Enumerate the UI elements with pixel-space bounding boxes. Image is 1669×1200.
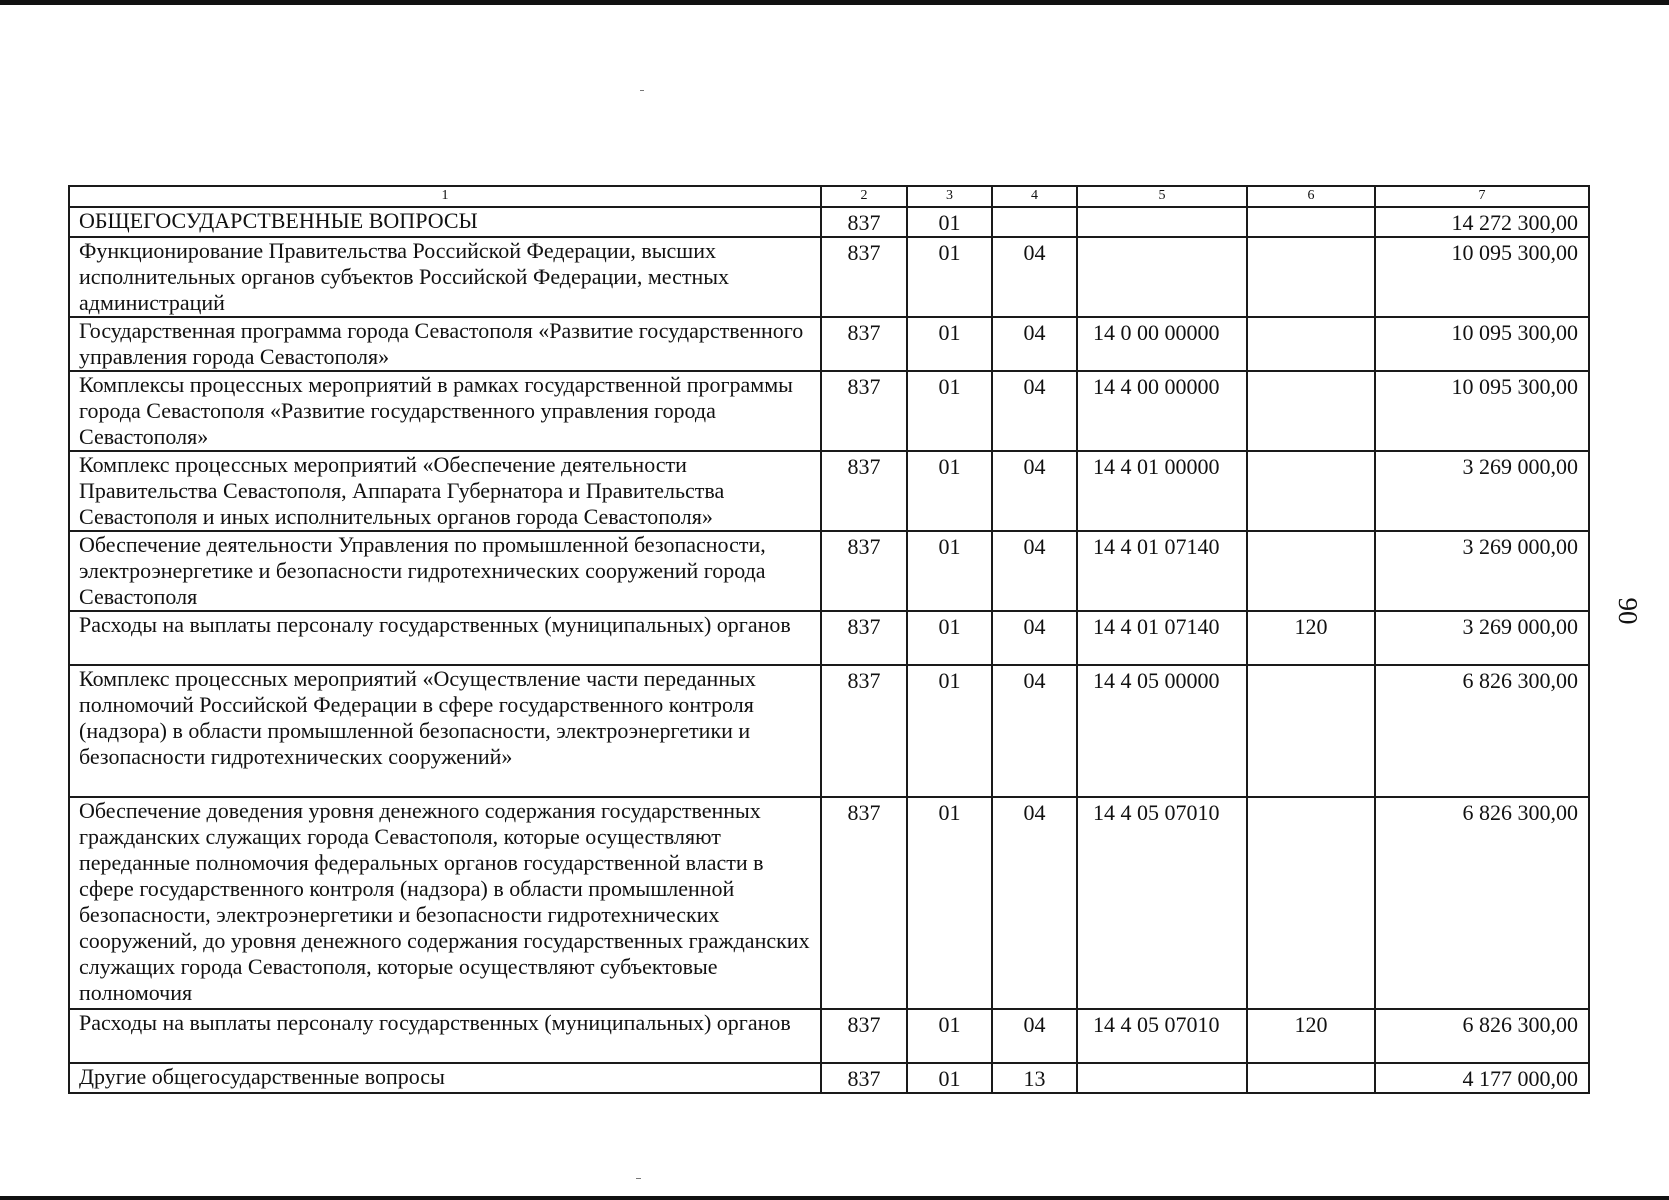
expense-type-code [1247,531,1375,611]
section-code: 01 [907,665,992,797]
amount: 6 826 300,00 [1375,1009,1589,1063]
amount: 3 269 000,00 [1375,451,1589,531]
table-row [69,611,1589,665]
expense-type-code [1247,317,1375,371]
expense-type-code [1247,237,1375,317]
item-name: Комплекс процессных мероприятий «Осуществление части переданных полномочий Российской Федерации в сфере государственного контроля (надзора) в области промышленной безопасности, электроэнергетики и безопасности гидротехнических сооружений» [69,665,821,797]
amount: 10 095 300,00 [1375,237,1589,317]
target-article-code: 14 4 01 07140 [1077,531,1247,611]
amount: 6 826 300,00 [1375,665,1589,797]
item-name: Обеспечение доведения уровня денежного содержания государственных гражданских служащих города Севастополя, которые осуществляют переданные полномочия федеральных органов государственной власти в сфере государственного контроля (надзора) в области промышленной безопасности, электроэнергетики и безопасности гидротехнических сооружений, до уровня денежного содержания государственных гражданских служащих города Севастополя, которые осуществляют субъектовые полномочия [69,797,821,1009]
scan-speck [640,90,644,91]
section-code: 01 [907,451,992,531]
section-code: 01 [907,237,992,317]
grbs-code: 837 [821,611,907,665]
grbs-code: 837 [821,371,907,451]
item-name: Государственная программа города Севастополя «Развитие государственного управления города Севастополя» [69,317,821,371]
expense-type-code: 120 [1247,1009,1375,1063]
section-code: 01 [907,317,992,371]
expense-type-code [1247,207,1375,237]
grbs-code: 837 [821,1009,907,1063]
grbs-code: 837 [821,451,907,531]
expense-type-code [1247,665,1375,797]
grbs-code: 837 [821,237,907,317]
item-name: Расходы на выплаты персоналу государственных (муниципальных) органов [69,1009,821,1063]
column-number: 2 [821,186,907,207]
item-name: Обеспечение деятельности Управления по промышленной безопасности, электроэнергетике и безопасности гидротехнических сооружений города Севастополя [69,531,821,611]
scan-bottom-edge [0,1196,1669,1200]
subsection-code: 04 [992,531,1077,611]
budget-table [68,185,1590,1094]
page-number: 90 [1613,597,1643,625]
amount: 14 272 300,00 [1375,207,1589,237]
table-row [69,237,1589,317]
subsection-code: 04 [992,237,1077,317]
target-article-code: 14 4 05 07010 [1077,1009,1247,1063]
table-row [69,317,1589,371]
amount: 3 269 000,00 [1375,611,1589,665]
column-number: 5 [1077,186,1247,207]
table-row [69,665,1589,797]
table-row [69,371,1589,451]
subsection-code: 04 [992,371,1077,451]
amount: 4 177 000,00 [1375,1063,1589,1093]
section-code: 01 [907,531,992,611]
target-article-code: 14 4 00 00000 [1077,371,1247,451]
item-name: ОБЩЕГОСУДАРСТВЕННЫЕ ВОПРОСЫ [69,207,821,237]
table-row [69,531,1589,611]
target-article-code [1077,207,1247,237]
scan-top-edge [0,0,1669,5]
amount: 6 826 300,00 [1375,797,1589,1009]
section-code: 01 [907,797,992,1009]
column-number: 3 [907,186,992,207]
item-name: Комплекс процессных мероприятий «Обеспечение деятельности Правительства Севастополя, Аппарата Губернатора и Правительства Севастополя и иных исполнительных органов города Севастополя» [69,451,821,531]
subsection-code [992,207,1077,237]
target-article-code: 14 4 01 00000 [1077,451,1247,531]
column-number: 1 [69,186,821,207]
grbs-code: 837 [821,317,907,371]
item-name: Комплексы процессных мероприятий в рамках государственной программы города Севастополя «Развитие государственного управления города Севастополя» [69,371,821,451]
column-number: 4 [992,186,1077,207]
amount: 10 095 300,00 [1375,371,1589,451]
item-name: Расходы на выплаты персоналу государственных (муниципальных) органов [69,611,821,665]
grbs-code: 837 [821,1063,907,1093]
subsection-code: 04 [992,1009,1077,1063]
section-code: 01 [907,1009,992,1063]
grbs-code: 837 [821,207,907,237]
subsection-code: 04 [992,665,1077,797]
section-code: 01 [907,611,992,665]
item-name: Другие общегосударственные вопросы [69,1063,821,1093]
expense-type-code: 120 [1247,611,1375,665]
expense-type-code [1247,371,1375,451]
section-code: 01 [907,207,992,237]
item-name: Функционирование Правительства Российской Федерации, высших исполнительных органов субъектов Российской Федерации, местных администраций [69,237,821,317]
section-code: 01 [907,371,992,451]
grbs-code: 837 [821,531,907,611]
subsection-code: 13 [992,1063,1077,1093]
target-article-code: 14 4 05 07010 [1077,797,1247,1009]
grbs-code: 837 [821,797,907,1009]
column-number: 6 [1247,186,1375,207]
scan-speck [636,1178,641,1179]
target-article-code [1077,1063,1247,1093]
table-row [69,1063,1589,1093]
expense-type-code [1247,451,1375,531]
grbs-code: 837 [821,665,907,797]
table-row [69,797,1589,1009]
target-article-code [1077,237,1247,317]
subsection-code: 04 [992,317,1077,371]
subsection-code: 04 [992,611,1077,665]
target-article-code: 14 0 00 00000 [1077,317,1247,371]
amount: 10 095 300,00 [1375,317,1589,371]
subsection-code: 04 [992,451,1077,531]
column-number-row [69,186,1589,207]
subsection-code: 04 [992,797,1077,1009]
table-row [69,451,1589,531]
target-article-code: 14 4 05 00000 [1077,665,1247,797]
target-article-code: 14 4 01 07140 [1077,611,1247,665]
table-row [69,1009,1589,1063]
expense-type-code [1247,797,1375,1009]
table-row [69,207,1589,237]
expense-type-code [1247,1063,1375,1093]
amount: 3 269 000,00 [1375,531,1589,611]
section-code: 01 [907,1063,992,1093]
column-number: 7 [1375,186,1589,207]
